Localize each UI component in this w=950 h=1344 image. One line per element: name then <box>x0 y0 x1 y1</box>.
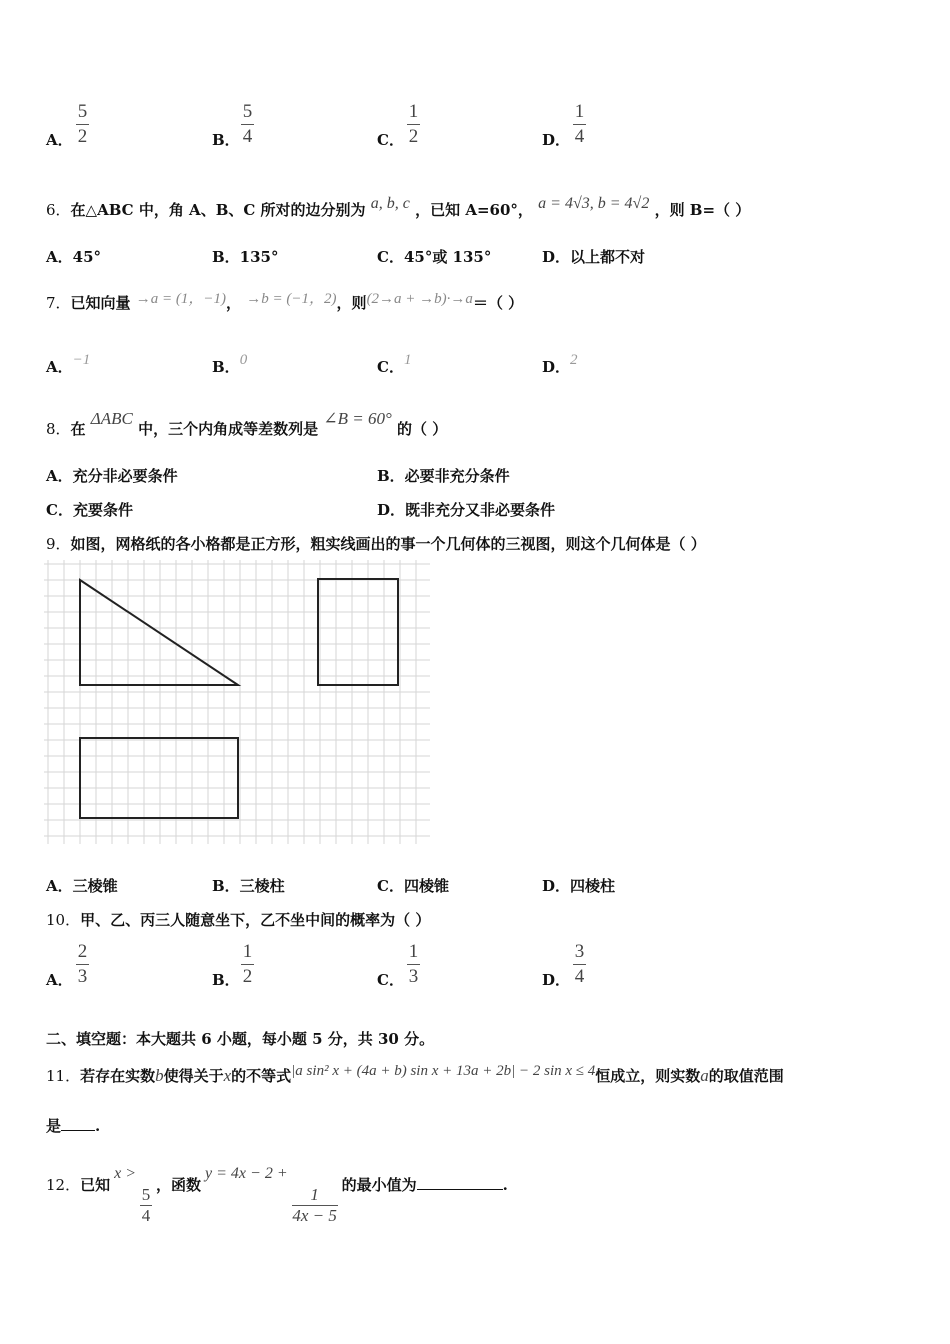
q6-stem: 6．在△ABC 中，角 A、B、C 所对的边分别为 a, b, c ，已知 A=60°， a = 4√3, b = 4√2 ，则 B=（ ） <box>46 195 751 219</box>
q7-expression-math: (2→a + →b)·→a <box>366 291 473 307</box>
q10-option-c-label: C． <box>377 971 404 989</box>
q11-answer-blank[interactable] <box>61 1130 95 1131</box>
q10-stem: 10．甲、乙、丙三人随意坐下，乙不坐中间的概率为（ ） <box>46 911 431 929</box>
q8-triangle-math: ΔABC <box>90 409 133 428</box>
q10-option-d-label: D． <box>542 971 571 989</box>
q5-option-a-label: A． <box>46 131 73 149</box>
q8-option-b: B．必要非充分条件 <box>377 467 510 485</box>
q5-option-b-label: B． <box>212 131 240 149</box>
q10-option-d-fraction: 3 4 <box>574 941 585 987</box>
q9-option-d: D．四棱柱 <box>542 877 616 895</box>
top-view-rectangle <box>80 738 238 818</box>
q8-angle-math: ∠B = 60° <box>323 409 392 428</box>
q7-option-d: D．2 <box>542 352 578 376</box>
q5-option-d-label: D． <box>542 131 571 149</box>
q6-option-c: C．45°或 135° <box>377 248 492 266</box>
q12-fraction-function: $\frac{1}{4x - 5}$ <box>292 1185 337 1225</box>
q9-option-c: C．四棱锥 <box>377 877 449 895</box>
q12-answer-blank[interactable] <box>417 1189 503 1190</box>
q5-option-c-fraction: 1 2 <box>408 101 419 147</box>
q8-option-a: A．充分非必要条件 <box>46 467 178 485</box>
q9-option-b: B．三棱柱 <box>212 877 285 895</box>
q12-stem: 12．已知x > $\frac{5}{4}$ ，函数y = 4x − 2 + $\frac{1}{4x - 5}$ 的最小值为 . <box>46 1165 508 1225</box>
q9-stem: 9．如图，网格纸的各小格都是正方形，粗实线画出的事一个几何体的三视图，则这个几何体是（ ） <box>46 535 706 553</box>
section-2-heading: 二、填空题：本大题共 6 小题，每小题 5 分，共 30 分。 <box>46 1030 435 1048</box>
q6-option-d: D．以上都不对 <box>542 248 646 266</box>
q7-option-c: C．1 <box>377 352 412 376</box>
q5-option-d-fraction: 1 4 <box>574 101 585 147</box>
q9-option-a: A．三棱锥 <box>46 877 118 895</box>
q12-fraction-5-4: $\frac{5}{4}$ <box>141 1185 151 1225</box>
q5-option-b-fraction: 5 4 <box>242 101 253 147</box>
q10-option-a-fraction: 2 3 <box>77 941 88 987</box>
three-view-figure <box>44 560 430 844</box>
q7-vector-b-math: →b = (−1，2) <box>246 291 337 307</box>
q6-given-math: a = 4√3, b = 4√2 <box>538 195 650 212</box>
q8-stem: 8．在 ΔABC 中，三个内角成等差数列是 ∠B = 60° 的（ ） <box>46 409 448 438</box>
q6-sides-math: a, b, c <box>370 195 410 212</box>
q11-inequality-math: |a sin² x + (4a + b) sin x + 13a + 2b| − 2 sin x ≤ 4 <box>291 1063 596 1079</box>
q10-option-b-label: B． <box>212 971 240 989</box>
q10-option-b-fraction: 1 2 <box>242 941 253 987</box>
q7-stem: 7．已知向量 →a = (1，−1)， →b = (−1，2)，则(2→a + →b)·→a＝（ ） <box>46 291 524 312</box>
q7-option-b: B．0 <box>212 352 248 376</box>
q5-option-c-label: C． <box>377 131 404 149</box>
q10-option-c-fraction: 1 3 <box>408 941 419 987</box>
q8-option-c: C．充要条件 <box>46 501 133 519</box>
q10-option-a-label: A． <box>46 971 73 989</box>
q6-option-b: B．135° <box>212 248 279 266</box>
side-view-rectangle <box>318 579 398 685</box>
q6-option-a: A．45° <box>46 248 102 266</box>
q7-vector-a-math: →a = (1，−1) <box>135 291 227 307</box>
q5-option-a-fraction: 5 2 <box>77 101 88 147</box>
q11-continuation: 是 . <box>46 1117 101 1135</box>
q11-stem: 11．若存在实数b使得关于x的不等式|a sin² x + (4a + b) sin x + 13a + 2b| − 2 sin x ≤ 4恒成立，则实数a的取值范围 <box>46 1063 784 1085</box>
q8-option-d: D．既非充分又非必要条件 <box>377 501 556 519</box>
q7-option-a: A．−1 <box>46 352 91 376</box>
